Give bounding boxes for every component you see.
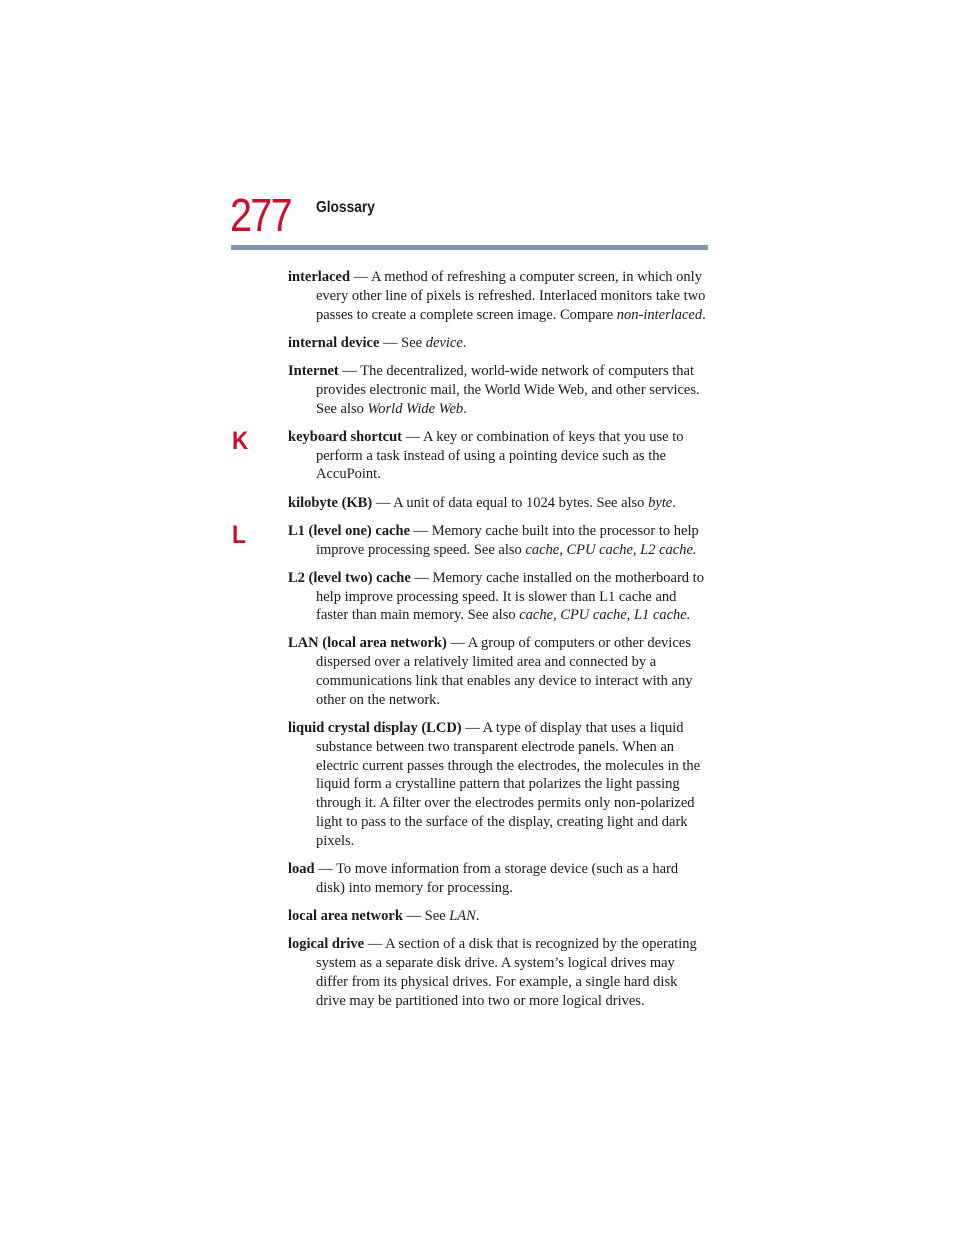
entry-cross-reference: device: [425, 334, 463, 351]
glossary-entry-lcd: [288, 719, 710, 851]
entry-definition: — A key or combination of keys that you use to perform a task instead of using a pointing device such as the AccuPoint.: [316, 428, 684, 483]
entry-definition: — A unit of data equal to 1024 bytes. See also: [372, 494, 649, 511]
entry-definition: — See: [402, 908, 450, 925]
entry-definition: — To move information from a storage device (such as a hard disk) into memory for processing.: [314, 861, 679, 896]
entry-definition: — A method of refreshing a computer screen, in which only every other line of pixels is refreshed. Interlaced monitors take two passes to create a complete screen image. Compare: [316, 269, 706, 323]
section-title: Glossary: [316, 199, 375, 216]
entry-term: LAN (local area network): [288, 635, 447, 652]
entry-term: L2 (level two) cache: [288, 569, 411, 586]
entry-term: local area network: [288, 908, 403, 925]
entry-term: internal device: [288, 334, 380, 351]
entry-cross-reference: World Wide Web: [367, 400, 464, 417]
entry-definition: — The decentralized, world-wide network of computers that provides electronic mail, the World Wide Web, and other services. See also: [316, 362, 700, 417]
glossary-entry-l2-cache: [288, 569, 710, 625]
entry-end: .: [463, 400, 467, 417]
entry-term: keyboard shortcut: [288, 428, 402, 445]
glossary-entry-lan: [288, 634, 710, 709]
entry-term: kilobyte (KB): [288, 494, 373, 511]
glossary-entry-internal-device: [288, 334, 710, 353]
entry-term: L1 (level one) cache: [288, 522, 411, 539]
entry-definition: — See: [379, 334, 426, 351]
entry-cross-reference: byte: [648, 494, 673, 511]
glossary-entry-local-area-network: [288, 907, 710, 926]
entry-cross-reference: non-interlaced: [616, 306, 703, 323]
entry-definition: — Memory cache installed on the motherboard to help improve processing speed. It is slower than L1 cache and faster than main memory. See also: [316, 569, 704, 624]
glossary-entry-keyboard-shortcut: [288, 428, 710, 484]
glossary-entry-l1-cache: [288, 522, 710, 560]
entry-end: .: [702, 306, 706, 323]
glossary-entries: [288, 268, 710, 1020]
entry-cross-reference: cache, CPU cache, L2 cache.: [525, 541, 697, 558]
glossary-entry-kilobyte: [288, 494, 710, 513]
page-number: 277: [230, 189, 291, 241]
glossary-entry-logical-drive: [288, 935, 710, 1010]
entry-end: .: [672, 494, 676, 511]
entry-term: Internet: [288, 362, 339, 379]
entry-definition: — A group of computers or other devices dispersed over a relatively limited area and connected by a communications link that enables any device to interact with any other on the network.: [316, 635, 693, 708]
entry-term: logical drive: [288, 936, 365, 953]
entry-end: .: [475, 908, 480, 925]
entry-end: .: [462, 334, 467, 351]
section-letter-k: K: [232, 427, 249, 455]
entry-term: liquid crystal display (LCD): [288, 720, 462, 737]
entry-term: load: [288, 861, 315, 878]
entry-term: interlaced: [288, 269, 351, 285]
section-letter-l: L: [232, 521, 246, 549]
glossary-entry-load: [288, 860, 710, 898]
entry-definition: — A section of a disk that is recognized by the operating system as a separate disk drive. A system’s logical drives may differ from its physical drives. For example, a single hard disk drive may be partitioned into two or more logical drives.: [316, 936, 697, 1009]
entry-cross-reference: LAN: [449, 908, 476, 925]
header-rule: [231, 245, 708, 250]
glossary-entry-internet: [288, 362, 710, 418]
entry-definition: — Memory cache built into the processor to help improve processing speed. See also: [316, 522, 699, 558]
entry-definition: — A type of display that uses a liquid substance between two transparent electrode panels. When an electric current passes through the electrodes, the molecules in the liquid form a crystalline pattern that polarizes the light passing through it. A filter over the electrodes permits only non-polarized light to pass to the surface of the display, creating light and dark pixels.: [316, 720, 701, 849]
entry-cross-reference: cache, CPU cache, L1 cache.: [519, 607, 691, 624]
glossary-entry-interlaced: [288, 268, 710, 324]
